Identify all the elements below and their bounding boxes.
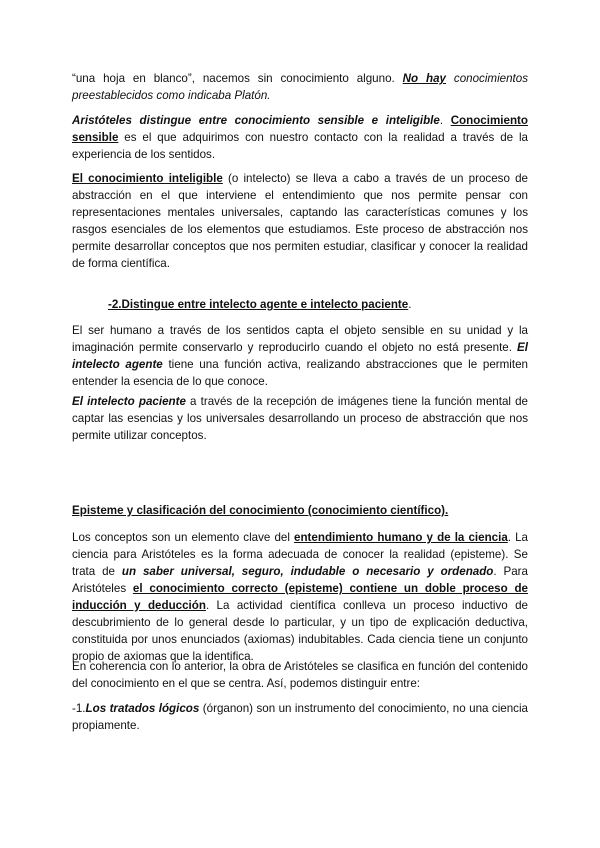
paragraph-intelligible-knowledge — [72, 170, 528, 272]
paragraph-sensible-knowledge — [72, 112, 528, 163]
paragraph-intelecto-agente — [72, 322, 528, 390]
text-span: “una hoja en blanco”, nacemos sin conocimiento alguno. — [72, 72, 403, 85]
text-span: a través de la recepción de imágenes tiene la función mental de captar las esencias y los universales desarrollando un proceso de abstracción que nos permite utilizar conceptos. — [72, 395, 529, 442]
term-tratados-logicos: Los tratados lógicos — [85, 702, 200, 715]
term-entendimiento-ciencia: entendimiento humano y de la ciencia — [294, 531, 508, 544]
text-span: . — [439, 114, 451, 127]
heading-text: -2.Distingue entre intelecto agente e intelecto paciente — [108, 298, 409, 311]
heading-text: Episteme y clasificación del conocimiento (conocimiento científico). — [72, 504, 449, 517]
paragraph-intelecto-paciente — [72, 393, 528, 444]
list-marker: -1. — [72, 702, 86, 715]
text-span: es el que adquirimos con nuestro contacto con la realidad a través de la experiencia de los sentidos. — [72, 131, 528, 161]
text-span: En coherencia con lo anterior, la obra de Aristóteles se clasifica en función del contenido del conocimiento en el que se centra. Así, podemos distinguir entre: — [72, 660, 528, 690]
emphasis-aristotle-distinguishes: Aristóteles distingue entre conocimiento sensible e inteligible — [72, 114, 440, 127]
term-conocimiento-sensible: Conocimiento sensible — [72, 114, 528, 144]
text-span: (órganon) son un instrumento del conocimiento, no una ciencia propiamente. — [72, 702, 528, 732]
term-conocimiento-correcto: el conocimiento correcto (episteme) contiene un doble proceso de inducción y deducción — [72, 582, 528, 612]
text-span: . La ciencia para Aristóteles es la forma adecuada de conocer la realidad (episteme). Se trata de — [72, 531, 528, 578]
list-item-tratados-logicos — [72, 700, 528, 734]
text-span: (o intelecto) se lleva a cabo a través de un proceso de abstracción en el que interviene el entendimiento que nos permite pensar con representaciones mentales universales, captando las características comunes y los rasgos esenciales de los elementos que estudiamos. Este proceso de abstracción nos permite desarrollar conceptos que nos permiten estudiar, clasificar y conocer la realidad de forma científica. — [72, 172, 528, 270]
text-span: . — [408, 298, 412, 311]
text-span: Los conceptos son un elemento clave del — [72, 531, 295, 544]
paragraph-classification — [72, 658, 528, 692]
paragraph-episteme — [72, 529, 528, 665]
term-intelecto-agente: El intelecto agente — [72, 341, 528, 371]
text-span: tiene una función activa, realizando abstracciones que le permiten entender la esencia de lo que conoce. — [72, 358, 528, 388]
section-heading-intelecto — [108, 296, 528, 313]
text-span: conocimientos preestablecidos como indicaba Platón. — [72, 72, 529, 102]
text-span: . Para Aristóteles — [72, 565, 528, 595]
emphasis-no-hay: No hay — [402, 72, 446, 85]
term-intelecto-paciente: El intelecto paciente — [72, 395, 186, 408]
emphasis-saber-universal: un saber universal, seguro, indudable o necesario y ordenado — [121, 565, 494, 578]
text-span: El ser humano a través de los sentidos capta el objeto sensible en su unidad y la imaginación permite conservarlo y reproducirlo cuando el objeto no está presente. — [72, 324, 528, 354]
term-conocimiento-inteligible: El conocimiento inteligible — [72, 172, 223, 185]
section-heading-episteme — [72, 502, 528, 519]
text-span: . La actividad científica conlleva un proceso inductivo de descubrimiento de lo general desde lo particular, y un tipo de explicación deductiva, constituida por unos enunciados (axiomas) indubitables. Cada ciencia tiene un conjunto propio de axiomas que la identifica. — [72, 599, 528, 663]
paragraph-empiricism — [72, 70, 528, 104]
